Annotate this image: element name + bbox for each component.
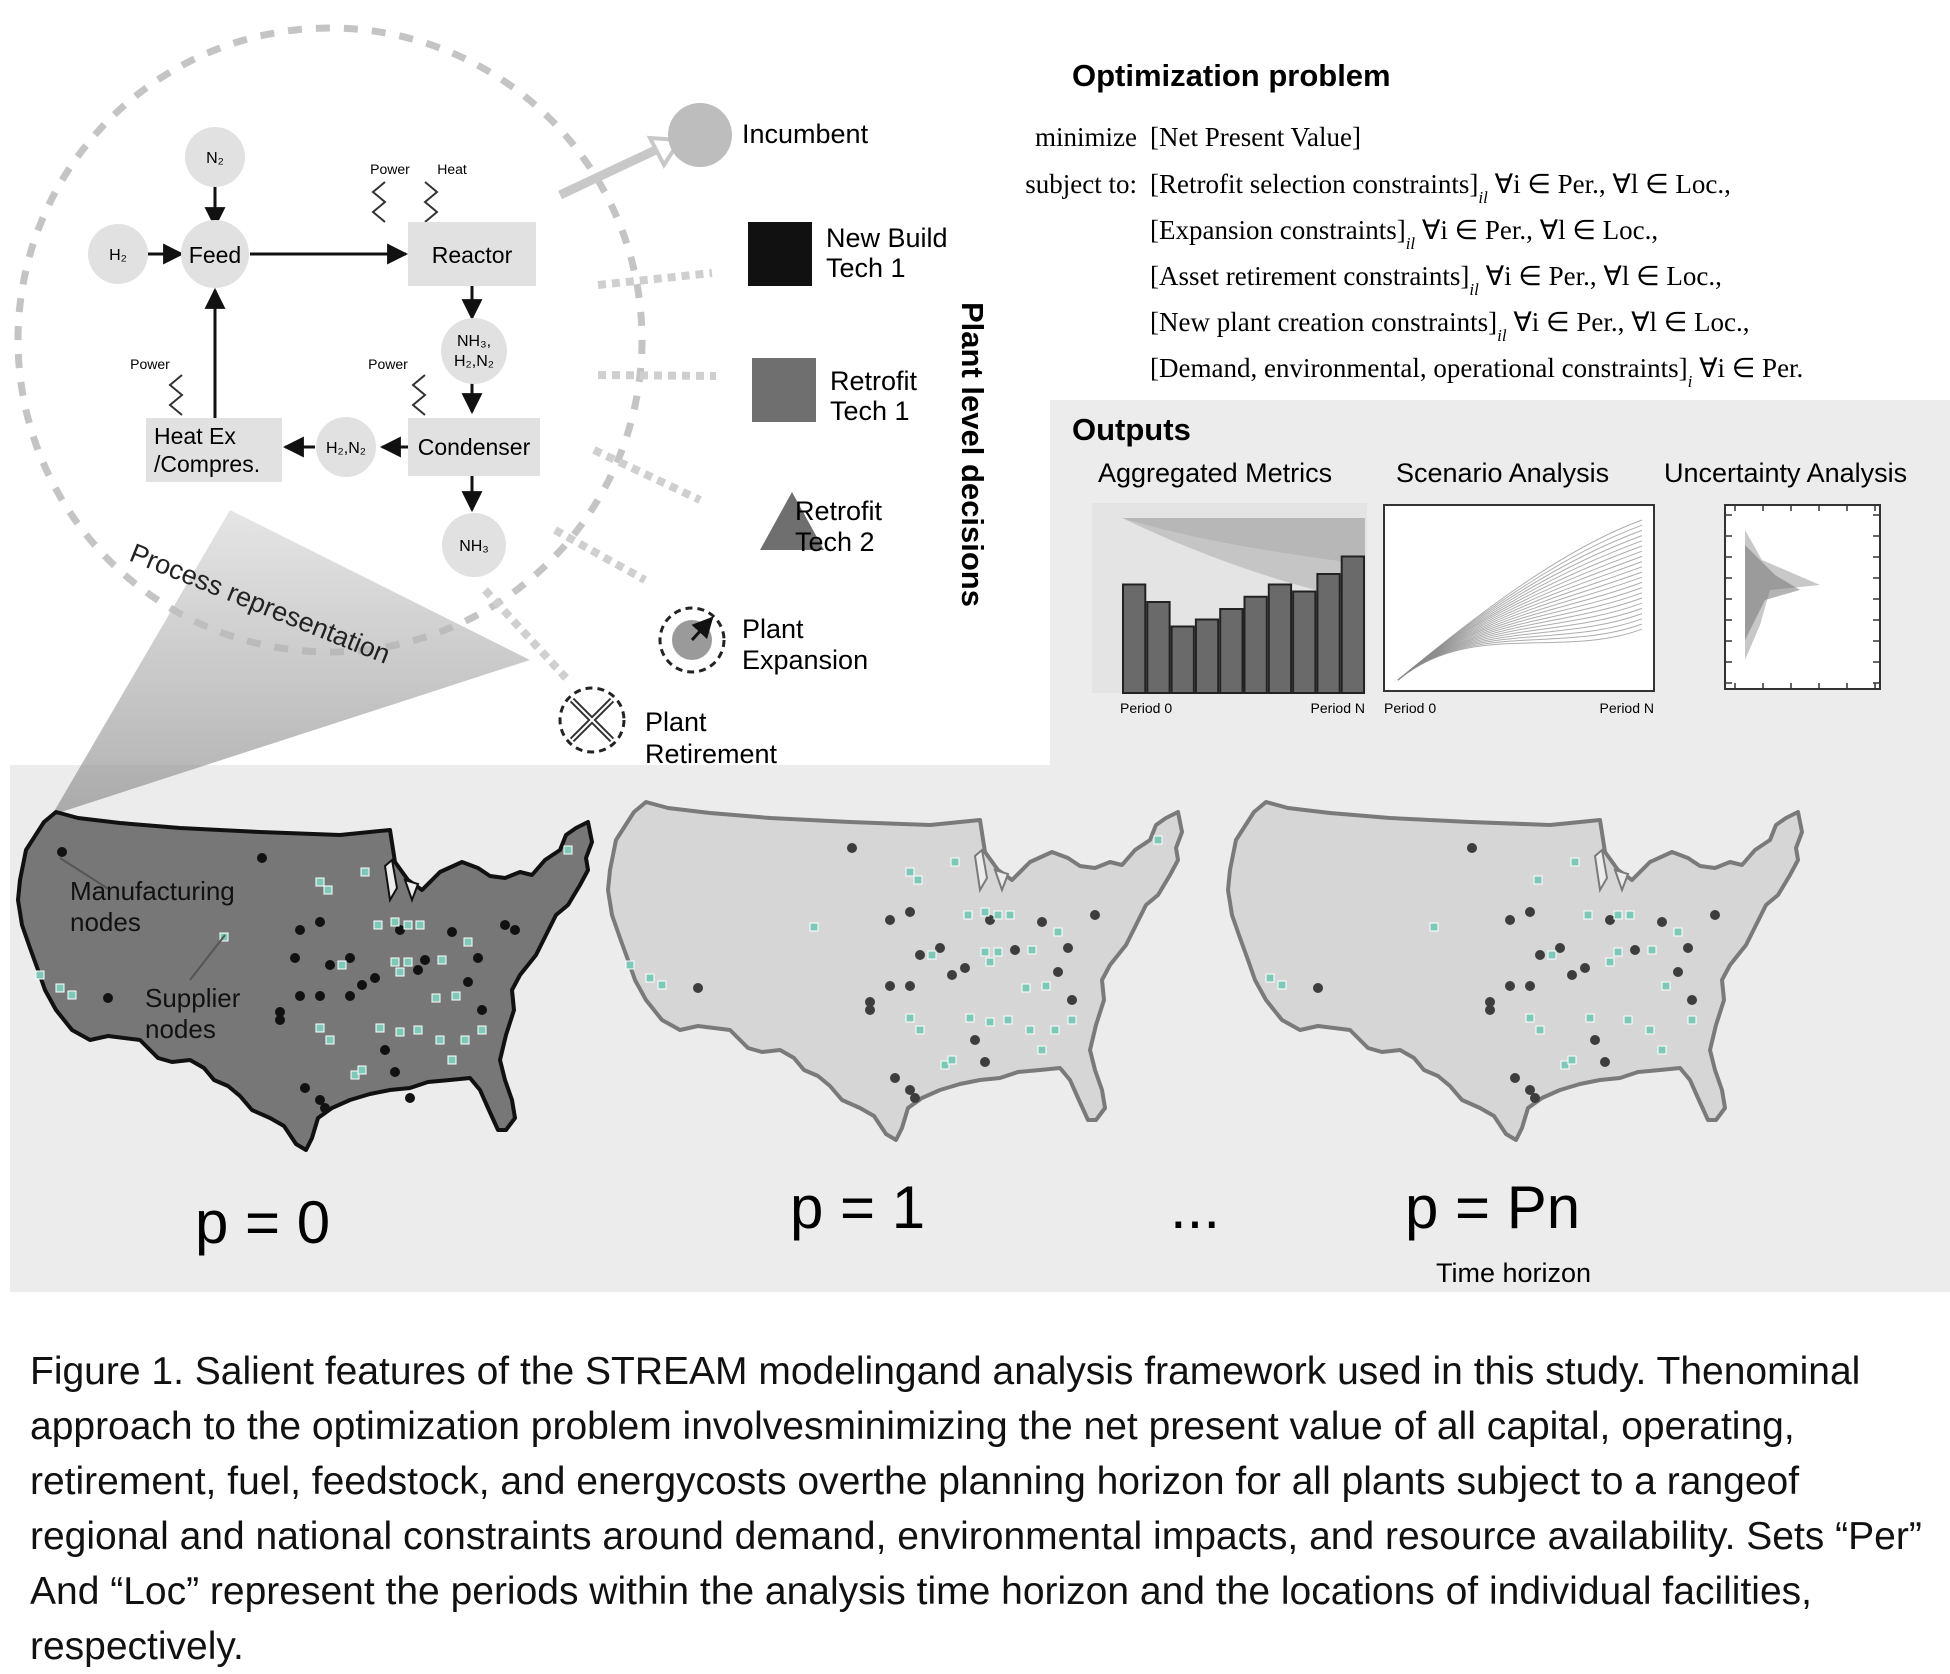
manufacturing-node bbox=[915, 950, 925, 960]
bar-1 bbox=[1123, 585, 1145, 694]
bar-2 bbox=[1147, 602, 1169, 693]
manufacturing-node bbox=[477, 1005, 487, 1015]
minimize-label: minimize bbox=[1035, 122, 1137, 152]
aggregated-metrics-title: Aggregated Metrics bbox=[1098, 458, 1333, 488]
supplier-node bbox=[1526, 1014, 1534, 1022]
supplier-node bbox=[964, 911, 972, 919]
supplier-node bbox=[994, 948, 1002, 956]
manufacturing-label-1: Manufacturing bbox=[70, 876, 235, 906]
h2-label: H₂ bbox=[109, 247, 127, 264]
retirement-label-1: Plant bbox=[645, 707, 707, 737]
manufacturing-node bbox=[1673, 967, 1683, 977]
scen-x-end-label: Period N bbox=[1599, 700, 1654, 716]
outputs-title: Outputs bbox=[1072, 412, 1191, 447]
supplier-node bbox=[906, 868, 914, 876]
supplier-node bbox=[928, 951, 936, 959]
mixture-label-2: H₂,N₂ bbox=[454, 353, 494, 370]
manufacturing-node bbox=[380, 1045, 390, 1055]
manufacturing-node bbox=[390, 1067, 400, 1077]
power-label: Power bbox=[370, 161, 410, 177]
manufacturing-node bbox=[1710, 910, 1720, 920]
supplier-node bbox=[1154, 836, 1162, 844]
bar-3 bbox=[1172, 627, 1194, 694]
condenser-label: Condenser bbox=[417, 434, 531, 460]
supplier-node bbox=[1614, 911, 1622, 919]
manufacturing-node bbox=[910, 1093, 920, 1103]
manufacturing-node bbox=[1530, 1093, 1540, 1103]
manufacturing-node bbox=[275, 1015, 285, 1025]
supplier-node bbox=[326, 1036, 334, 1044]
manufacturing-node bbox=[1010, 945, 1020, 955]
constraint-row: [Retrofit selection $constraints]_{il}$ ∀i ∈ Per., ∀l ∈ Loc., bbox=[1150, 169, 1731, 207]
manufacturing-node bbox=[295, 991, 305, 1001]
manufacturing-node bbox=[890, 1073, 900, 1083]
outputs bbox=[1072, 412, 1907, 716]
supplier-node bbox=[1571, 858, 1579, 866]
manufacturing-node bbox=[1313, 983, 1323, 993]
manufacturing-node bbox=[1630, 945, 1640, 955]
supplier-node bbox=[981, 948, 989, 956]
supplier-node bbox=[324, 886, 332, 894]
constraint-row: [Asset retirement $constraints]_{il}$ ∀i ∈ Per., ∀l ∈ Loc., bbox=[1150, 261, 1722, 299]
h2n2-label: H₂,N₂ bbox=[326, 440, 366, 457]
supplier-node bbox=[404, 958, 412, 966]
supplier-node bbox=[1584, 911, 1592, 919]
manufacturing-node bbox=[345, 991, 355, 1001]
process-representation bbox=[18, 28, 642, 815]
supplier-node bbox=[36, 971, 44, 979]
supplier-node bbox=[1051, 1026, 1059, 1034]
optimization-problem bbox=[1025, 58, 1803, 391]
manufacturing-node bbox=[1567, 970, 1577, 980]
supplier-node bbox=[416, 921, 424, 929]
process-representation-label: Process representation bbox=[125, 537, 395, 670]
manufacturing-node bbox=[295, 925, 305, 935]
supplier-node bbox=[1626, 911, 1634, 919]
manufacturing-node bbox=[1053, 967, 1063, 977]
manufacturing-node bbox=[1063, 943, 1073, 953]
supplier-node bbox=[1568, 1056, 1576, 1064]
supplier-node bbox=[391, 958, 399, 966]
optimization-title: Optimization problem bbox=[1072, 58, 1391, 93]
manufacturing-node bbox=[1683, 943, 1693, 953]
manufacturing-node bbox=[1657, 917, 1667, 927]
supplier-node bbox=[948, 1056, 956, 1064]
supplier-node bbox=[1022, 984, 1030, 992]
supplier-node bbox=[376, 1024, 384, 1032]
plant-decisions-title: Plant level decisions bbox=[955, 302, 990, 607]
heat-exchanger-label-1: Heat Ex bbox=[154, 423, 236, 449]
supplier-label-1: Supplier bbox=[145, 983, 241, 1013]
objective-expression: [Net Present Value] bbox=[1150, 122, 1361, 152]
manufacturing-node bbox=[1525, 981, 1535, 991]
supplier-node bbox=[1054, 928, 1062, 936]
bar-6 bbox=[1245, 597, 1267, 693]
supplier-node bbox=[452, 992, 460, 1000]
figure-caption: Figure 1. Salient features of the STREAM modelingand analysis framework used in this study. Thenominal approach to the optimization problem involvesminimizing the net present value of all capital, operating, retirement, fuel, feedstock, and energycosts overthe planning horizon for all plants subject to a rangeof regional and national constraints around demand, environmental impacts, and resource availability. Sets “Per” And “Loc” represent the periods within the analysis time horizon and the locations of individual facilities, respectively. bbox=[30, 1350, 1922, 1668]
supplier-node bbox=[1534, 876, 1542, 884]
supplier-node bbox=[906, 1014, 914, 1022]
manufacturing-node bbox=[1590, 1035, 1600, 1045]
manufacturing-node bbox=[1600, 1057, 1610, 1067]
retrofit-tech1-label-2: Tech 1 bbox=[830, 396, 910, 426]
incumbent-icon bbox=[668, 103, 732, 167]
retrofit-tech2-label-1: Retrofit bbox=[795, 496, 883, 526]
supplier-node bbox=[1004, 1016, 1012, 1024]
agg-x-start-label: Period 0 bbox=[1120, 700, 1173, 716]
supplier-node bbox=[914, 876, 922, 884]
manufacturing-node bbox=[1037, 917, 1047, 927]
power-label: Power bbox=[368, 356, 408, 372]
supplier-node bbox=[994, 911, 1002, 919]
supplier-node bbox=[396, 968, 404, 976]
manufacturing-node bbox=[970, 1035, 980, 1045]
manufacturing-node bbox=[370, 973, 380, 983]
constraint-row: [Expansion $constraints]_{il}$ ∀i ∈ Per., ∀l ∈ Loc., bbox=[1150, 215, 1659, 253]
process-boundary bbox=[18, 28, 642, 652]
supplier-node bbox=[1266, 974, 1274, 982]
supplier-node bbox=[1278, 981, 1286, 989]
supplier-node bbox=[1614, 948, 1622, 956]
manufacturing-node bbox=[57, 847, 67, 857]
supplier-node bbox=[464, 938, 472, 946]
bar-8 bbox=[1293, 592, 1315, 694]
manufacturing-node bbox=[1090, 910, 1100, 920]
constraint-row: [Demand, environmental, operational $constraints]_i$ ∀i ∈ Per. bbox=[1150, 353, 1804, 391]
period-p0-label: p = 0 bbox=[195, 1189, 331, 1256]
supplier-node bbox=[316, 878, 324, 886]
ellipsis-label: ... bbox=[1170, 1174, 1221, 1241]
supplier-node bbox=[1688, 1016, 1696, 1024]
supplier-node bbox=[1068, 1016, 1076, 1024]
time-horizon-label: Time horizon bbox=[1436, 1258, 1592, 1288]
nh3-label: NH₃ bbox=[459, 538, 489, 555]
manufacturing-node bbox=[693, 983, 703, 993]
supplier-node bbox=[404, 921, 412, 929]
manufacturing-node bbox=[1580, 963, 1590, 973]
supplier-node bbox=[1026, 1026, 1034, 1034]
bar-4 bbox=[1196, 620, 1218, 694]
supplier-node bbox=[951, 858, 959, 866]
supplier-node bbox=[358, 1066, 366, 1074]
supplier-node bbox=[986, 1018, 994, 1026]
supplier-node bbox=[810, 923, 818, 931]
manufacturing-node bbox=[1067, 995, 1077, 1005]
supplier-label-2: nodes bbox=[145, 1014, 216, 1044]
manufacturing-node bbox=[960, 963, 970, 973]
subject-to-label: subject to: bbox=[1025, 169, 1137, 199]
supplier-node bbox=[461, 1036, 469, 1044]
manufacturing-node bbox=[947, 970, 957, 980]
new-build-label-2: Tech 1 bbox=[826, 253, 906, 283]
scen-x-start-label: Period 0 bbox=[1384, 700, 1437, 716]
mixture-label-1: NH₃, bbox=[456, 333, 492, 350]
manufacturing-node bbox=[980, 1057, 990, 1067]
retrofit-tech2-label-2: Tech 2 bbox=[795, 527, 875, 557]
supplier-node bbox=[361, 868, 369, 876]
manufacturing-node bbox=[315, 917, 325, 927]
manufacturing-node bbox=[1467, 843, 1477, 853]
scenario-analysis-title: Scenario Analysis bbox=[1396, 458, 1610, 488]
manufacturing-node bbox=[463, 977, 473, 987]
supplier-node bbox=[414, 1026, 422, 1034]
manufacturing-node bbox=[1510, 1073, 1520, 1083]
supplier-node bbox=[68, 991, 76, 999]
supplier-node bbox=[1586, 1014, 1594, 1022]
supplier-node bbox=[1658, 1046, 1666, 1054]
supplier-node bbox=[1646, 1026, 1654, 1034]
heat-label: Heat bbox=[437, 161, 467, 177]
reactor-label: Reactor bbox=[431, 242, 513, 268]
us-maps bbox=[18, 802, 1802, 1288]
bar-5 bbox=[1220, 609, 1242, 693]
manufacturing-node bbox=[257, 853, 267, 863]
supplier-node bbox=[374, 921, 382, 929]
manufacturing-node bbox=[447, 927, 457, 937]
supplier-node bbox=[432, 994, 440, 1002]
manufacturing-node bbox=[315, 991, 325, 1001]
supplier-node bbox=[338, 961, 346, 969]
supplier-node bbox=[396, 1028, 404, 1036]
manufacturing-node bbox=[905, 981, 915, 991]
manufacturing-node bbox=[290, 953, 300, 963]
retrofit-tech1-label-1: Retrofit bbox=[830, 366, 918, 396]
mixture-node bbox=[441, 318, 507, 384]
manufacturing-node bbox=[510, 925, 520, 935]
supplier-node bbox=[316, 1024, 324, 1032]
manufacturing-node bbox=[1505, 915, 1515, 925]
manufacturing-node bbox=[320, 1103, 330, 1113]
supplier-node bbox=[658, 981, 666, 989]
incumbent-label: Incumbent bbox=[742, 119, 869, 149]
supplier-node bbox=[1430, 923, 1438, 931]
manufacturing-node bbox=[885, 981, 895, 991]
supplier-node bbox=[1038, 1046, 1046, 1054]
manufacturing-node bbox=[865, 1005, 875, 1015]
manufacturing-node bbox=[1505, 981, 1515, 991]
supplier-node bbox=[56, 984, 64, 992]
heat-exchanger-label-2: /Compres. bbox=[154, 451, 261, 477]
manufacturing-node bbox=[103, 993, 113, 1003]
manufacturing-node bbox=[847, 843, 857, 853]
manufacturing-label-2: nodes bbox=[70, 907, 141, 937]
supplier-node bbox=[1662, 982, 1670, 990]
manufacturing-node bbox=[405, 1093, 415, 1103]
expansion-label-1: Plant bbox=[742, 614, 804, 644]
supplier-node bbox=[1648, 946, 1656, 954]
bar-9 bbox=[1317, 574, 1339, 693]
supplier-node bbox=[1674, 928, 1682, 936]
power-label: Power bbox=[130, 356, 170, 372]
manufacturing-node bbox=[1525, 907, 1535, 917]
supplier-node bbox=[916, 1026, 924, 1034]
supplier-node bbox=[1624, 1016, 1632, 1024]
supplier-node bbox=[986, 958, 994, 966]
supplier-node bbox=[1536, 1026, 1544, 1034]
manufacturing-node bbox=[420, 955, 430, 965]
agg-x-end-label: Period N bbox=[1310, 700, 1365, 716]
supplier-node bbox=[391, 918, 399, 926]
decision-arrows bbox=[485, 138, 716, 678]
supplier-node bbox=[436, 1036, 444, 1044]
feed-label: Feed bbox=[188, 242, 242, 268]
supplier-node bbox=[966, 1014, 974, 1022]
supplier-node bbox=[448, 1056, 456, 1064]
manufacturing-node bbox=[1687, 995, 1697, 1005]
supplier-node bbox=[646, 974, 654, 982]
supplier-node bbox=[1006, 911, 1014, 919]
manufacturing-node bbox=[885, 915, 895, 925]
supplier-node bbox=[1548, 951, 1556, 959]
supplier-node bbox=[478, 1026, 486, 1034]
manufacturing-node bbox=[325, 960, 335, 970]
constraint-row: [New plant creation $constraints]_{il}$ ∀i ∈ Per., ∀l ∈ Loc., bbox=[1150, 307, 1750, 345]
supplier-node bbox=[1042, 982, 1050, 990]
new-build-label-1: New Build bbox=[826, 223, 948, 253]
period-p1-label: p = 1 bbox=[790, 1174, 926, 1241]
manufacturing-node bbox=[500, 920, 510, 930]
n2-label: N₂ bbox=[206, 150, 224, 167]
supplier-node bbox=[1606, 958, 1614, 966]
supplier-node bbox=[1028, 946, 1036, 954]
supplier-node bbox=[438, 956, 446, 964]
manufacturing-node bbox=[357, 980, 367, 990]
supplier-node bbox=[564, 846, 572, 854]
supplier-node bbox=[626, 961, 634, 969]
manufacturing-node bbox=[413, 965, 423, 975]
period-pn-label: p = Pn bbox=[1405, 1174, 1581, 1241]
manufacturing-node bbox=[473, 953, 483, 963]
manufacturing-node bbox=[1535, 950, 1545, 960]
manufacturing-node bbox=[300, 1083, 310, 1093]
supplier-node bbox=[981, 908, 989, 916]
manufacturing-node bbox=[1485, 1005, 1495, 1015]
new-build-icon bbox=[748, 222, 812, 286]
bar-10 bbox=[1342, 557, 1364, 694]
manufacturing-node bbox=[905, 907, 915, 917]
expansion-label-2: Expansion bbox=[742, 645, 869, 675]
retrofit-tech1-icon bbox=[752, 358, 816, 422]
bar-7 bbox=[1269, 585, 1291, 694]
retirement-label-2: Retirement bbox=[645, 739, 778, 769]
uncertainty-analysis-title: Uncertainty Analysis bbox=[1664, 458, 1908, 488]
